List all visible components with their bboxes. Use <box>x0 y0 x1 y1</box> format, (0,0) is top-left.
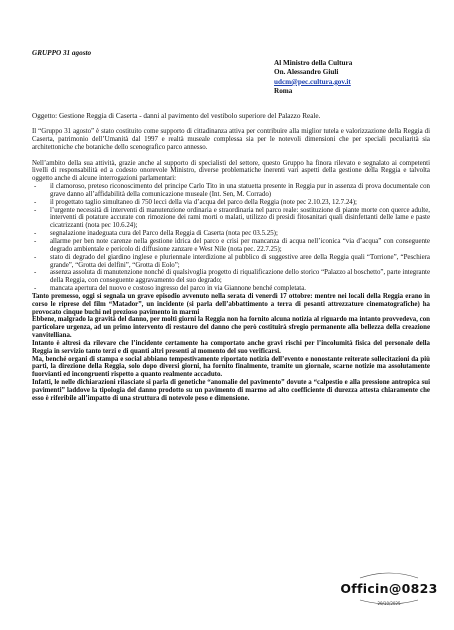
officina-logo-stamp <box>330 560 448 610</box>
intro-paragraph: Il “Gruppo 31 agosto” è stato costituito come supporto di cittadinanza attiva per contribuire alla miglior tutela e valorizzazione della Reggia di Caserta, patrimonio dell’Umanità dal 1997 e realtà museale complessa sia per le notevoli dimensioni che per speciali peculiarità sia architettoniche che botaniche dello scenografico parco annesso. <box>32 128 430 151</box>
recipient-name: On. Alessandro Giuli <box>274 68 339 77</box>
recipient-email-link[interactable]: udcm@pec.cultura.gov.it <box>274 77 351 86</box>
recipient-title: Al Ministro della Cultura <box>274 59 353 67</box>
list-item: - il progettato taglio simultaneo di 750 lecci della via d’acqua del parco della Reggia (note pec 2.10.23, 12.7.24); <box>32 199 430 207</box>
list-item: - assenza assoluta di manutenzione nonché di qualsivoglia progetto di riqualificazione dello storico “Palazzo al boschetto”, parte integrante della Reggia, con conseguente aggravamento del suo degrado; <box>32 269 430 285</box>
issues-list <box>32 183 430 293</box>
press-paragraph: Ma, benché organi di stampa e social abbiano tempestivamente riportato notizia dell’evento e nonostante reiterate sollecitazioni da più parti, la direzione della Reggia, solo dopo diversi giorni, ha fornito finalmente, tramite un giornale, scarne notizie ma assolutamente fuorvianti ed incongruenti rispetto a quanto realmente accaduto. <box>32 355 430 379</box>
incident-paragraph: Tanto premesso, oggi si segnala un grave episodio avvenuto nella serata di venerdì 17 ottobre: mentre nei locali della Reggia erano in corso le riprese del film “Matador”, un incidente (si parla dell’abbattimento a terra di pesanti attrezzature cinematografiche) ha provocato cinque buchi nel prezioso pavimento in marmi <box>32 292 430 316</box>
list-item: - segnalazione inadeguata cura del Parco della Reggia di Caserta (nota pec 03.5.25); <box>32 230 430 238</box>
safety-paragraph: Intanto è altresì da rilevare che l’incidente certamente ha comportato anche gravi rischi per l’incolumità fisica del personale della Reggia in servizio tanto terzi e di quanti altri presenti al momento del suo verificarsi. <box>32 339 430 355</box>
letter-body <box>32 128 430 403</box>
list-item: - stato di degrado del giardino inglese e pluriennale interdizione al pubblico di suggestive aree della Reggia quali “Torrione”, “Peschiera grande”, “Grotta dei delfini”, “Grotta di Eolo”; <box>32 254 430 270</box>
stamp-date: 20/10/2025 <box>377 601 401 606</box>
list-item: - il clamoroso, preteso riconoscimento del principe Carlo Tito in una statuetta presente in Reggia pur in assenza di prova documentale con grave danno all’affidabilità della comunicazione museale (Int. Sen, M. Corrado) <box>32 183 430 199</box>
recipient-city: Roma <box>274 87 293 96</box>
delay-paragraph: Ebbene, malgrado la gravità del danno, per molti giorni la Reggia non ha fornito alcuna notizia al riguardo ma intanto provvedeva, con particolare urgenza, ad un primo intervento di restauro del danno che però costituirà sfregio permanente alla bellezza della creazione vanvitelliana. <box>32 316 430 340</box>
statements-paragraph: Infatti, le nelle dichiarazioni rilasciate si parla di genetiche “anomalie del pavimento” dovute a “calpestio e alla pressione antropica sui pavimenti” laddove la tipologia del danno prodotto su un pavimento di marmo ad alto coefficiente di durezza attesta chiaramente che esso è riferibile all’impatto di una struttura di notevole peso e dimensione. <box>32 379 430 402</box>
stamp-arc-top <box>360 573 418 578</box>
sender-name: GRUPPO 31 agosto <box>32 49 92 57</box>
list-item: - allarme per ben note carenze nella gestione idrica del parco e crisi per mancanza di acqua nell’iconica “via d’acqua” con conseguente degrado ambientale e pericolo di diffusione zanzare e West Nile (nota pec. 22.7.25); <box>32 238 430 254</box>
context-paragraph: Nell’ambito della sua attività, grazie anche al supporto di specialisti del settore, questo Gruppo ha finora rilevato e segnalato ai competenti livelli di responsabilità ed a codesto onorevole Ministro, diverse problematiche inerenti vari aspetti della gestione della Reggia e talvolta oggetto anche di alcune interrogazioni parlamentari: <box>32 159 430 183</box>
list-item: - l’urgente necessità di interventi di manutenzione ordinaria e straordinaria nel parco reale: sostituzione di piante morte con querce adulte, interventi di potature accurate con rimozione dei rami morti o malati, utilizzo di presidi fitosanitari quali disinfettanti delle lame e paste cicatrizzanti (nota pec 10.6.24); <box>32 207 430 231</box>
recipient-block <box>274 59 352 97</box>
list-item: - mancata apertura del nuovo e costoso ingresso del parco in via Giannone benché completata. <box>32 285 430 293</box>
incident-section <box>32 293 430 403</box>
subject-line: Oggetto: Gestione Reggia di Caserta - danni al pavimento del vestibolo superiore del Palazzo Reale. <box>32 112 321 120</box>
stamp-text: Officin@0823 <box>340 581 438 596</box>
